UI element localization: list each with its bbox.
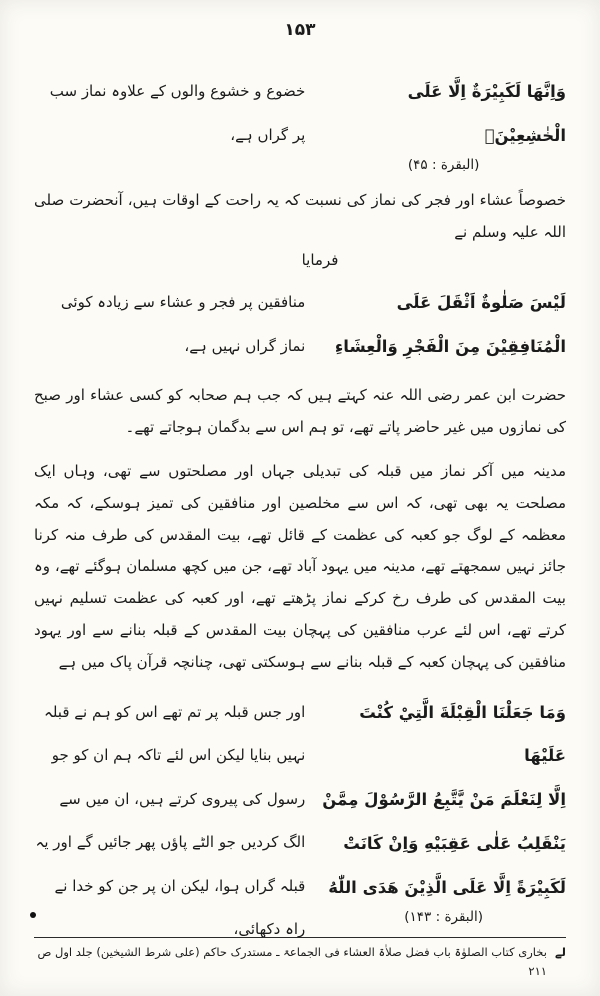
hadith-block — [34, 281, 566, 368]
bullet-dot — [30, 912, 36, 918]
quran-verse-2-line-4: لَكَبِيْرَةً اِلَّا عَلَى الَّذِيْنَ هَدَى اللّٰهُ — [328, 877, 566, 897]
verse-1-reference: (البقرة : ۴۵) — [407, 157, 480, 174]
footnote — [34, 943, 566, 982]
hadith-translation: منافقین پر فجر و عشاء سے زیادہ کوئی نماز گراں نہیں ہے، — [60, 293, 306, 355]
footnote-area — [34, 937, 566, 982]
quran-verse-2-line-1: وَمَا جَعَلْنَا الْقِبْلَةَ الَّتِيْ كُنْتَ عَلَيْهَا — [359, 702, 566, 766]
footnote-text: بخاری کتاب الصلوٰۃ باب فضل صلاٰۃ العشاء فی الجماعۃ ـ مستدرک حاکم (علی شرط الشیخین) جلد اول ص ۲۱۱ — [37, 944, 547, 979]
quran-verse-1: وَاِنَّهَا لَكَبِيْرَةٌ اِلَّا عَلَى الْخٰشِعِيْنَۙ — [407, 82, 566, 145]
body-paragraph-1: خصوصاً عشاء اور فجر کی نماز کی نسبت کہ یہ راحت کے اوقات ہیں، آنحضرت صلی اللہ علیہ وسلم نے — [34, 191, 566, 242]
verse-2-translation: اور جس قبلہ پر تم تھے اس کو ہم نے قبلہ نہیں بنایا لیکن اس لئے تاکہ ہم ان کو جو رسول کی پیروی کرتے ہیں، ان میں سے الگ کردیں جو الٹے پاؤں پھر جائیں گے اور یہ قبلہ گراں ہوا، لیکن ان پر جن کو خدا نے راہ دکھائی، — [35, 702, 306, 939]
said-word: فرمایا — [301, 251, 339, 270]
verse-1-translation: خضوع و خشوع والوں کے علاوہ نماز سب پر گراں ہے، — [49, 82, 306, 144]
hadith-translation-column — [34, 281, 305, 368]
verse-1-translation-column — [34, 70, 305, 157]
quran-verse-2-line-2: اِلَّا لِنَعْلَمَ مَنْ يَّتَّبِعُ الرَّسُوْلَ مِمَّنْ — [322, 790, 566, 810]
verse-2-translation-column — [34, 691, 305, 952]
verse-2-arabic-column — [321, 691, 566, 926]
page-number: ۱۵۳ — [284, 20, 316, 40]
hadith-arabic-column — [321, 281, 566, 368]
verse-2-reference: (البقرة : ۱۴۳) — [404, 909, 483, 926]
verse-block-1 — [34, 70, 566, 173]
body-paragraph-2: حضرت ابن عمر رضی اللہ عنہ کہتے ہیں کہ جب ہم صحابہ کو کسی عشاء اور صبح کی نمازوں میں غیر حاضر پاتے تھے، تو ہم اس سے بدگمان ہوجاتے تھے۔ — [34, 386, 566, 437]
hadith-text: لَيْسَ صَلٰوةٌ اَثْقَلَ عَلَى الْمُنَافِقِيْنَ مِنَ الْفَجْرِ وَالْعِشَاءِ — [334, 293, 566, 356]
verse-block-2 — [34, 691, 566, 952]
quran-verse-2-line-3: يَنْقَلِبُ عَلٰى عَقِبَيْهِ وَاِنْ كَانَتْ — [343, 833, 566, 853]
verse-1-arabic-column — [321, 70, 566, 173]
body-paragraph-3: مدینہ میں آکر نماز میں قبلہ کی تبدیلی جہاں اور مصلحتوں سے تھی، وہاں ایک مصلحت یہ بھی تھی، کہ اس سے مخلصین اور منافقین کی تمیز ہوسکے، کہ مکہ معظمہ کے لوگ جو کعبہ کی عظمت کے قائل تھے، بیت المقدس کی طرف منہ کرنا جائز نہیں سمجھتے تھے، مدینہ میں یہود آباد تھے، جن میں کچھ مسلمان ہوگئے تھے، وہ بیت المقدس کی طرف رخ کرکے نماز پڑھتے تھے، اور کعبہ کی عظمت تسلیم نہیں کرتے تھے، اس لئے عرب منافقین کی پہچان بیت المقدس کے قبلہ بنانے سے اور یہود منافقین کی پہچان کعبہ کے قبلہ بنانے سے ہوسکتی تھی، چنانچہ قرآن پاک میں ہے — [34, 462, 566, 671]
footnote-divider — [34, 937, 566, 938]
footnote-marker: لے — [554, 944, 566, 959]
